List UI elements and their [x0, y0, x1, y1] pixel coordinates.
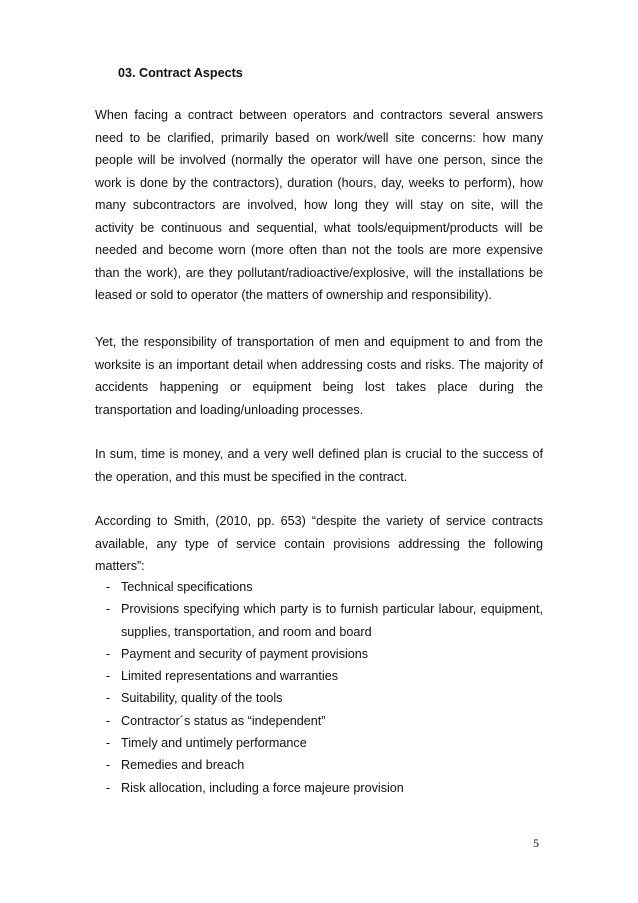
- list-item-text: Contractor´s status as “independent”: [121, 713, 326, 728]
- list-item-text: Technical specifications: [121, 580, 253, 594]
- bullet-marker: -: [105, 691, 111, 706]
- bullet-marker: -: [105, 736, 111, 751]
- bullet-marker: -: [105, 758, 111, 773]
- bullet-marker: -: [105, 646, 111, 661]
- list-item: [95, 754, 543, 776]
- list-item-text: Remedies and breach: [121, 758, 245, 773]
- list-item-text: Payment and security of payment provisions: [121, 646, 369, 661]
- list-item-text: Limited representations and warranties: [121, 669, 339, 684]
- bullet-marker: -: [105, 713, 111, 728]
- paragraph-time-is-money: In sum, time is money, and a very well defined plan is crucial to the success of the operation, and this must be specified in the contract.: [95, 447, 543, 484]
- section-heading: 03. Contract Aspects: [118, 66, 243, 80]
- list-item-text: Risk allocation, including a force majeure provision: [121, 780, 404, 795]
- paragraph-transportation: Yet, the responsibility of transportation of men and equipment to and from the worksite is an important detail when addressing costs and risks. The majority of accidents happening or equipment being lost takes place during the transportation and loading/unloading processes.: [95, 335, 543, 417]
- provisions-list: [95, 576, 543, 799]
- page-number: 5: [533, 836, 539, 850]
- paragraph-contract-questions: When facing a contract between operators and contractors several answers need to be clarified, primarily based on work/well site concerns: how many people will be involved (normally the operator will have one person, since the work is done by the contractors), duration (hours, day, weeks to perform), how many subcontractors are involved, how long they will stay on site, will the activity be continuous and sequential, what tools/equipment/products will be needed and become worn (more often than not the tools are more expensive than the work), are they pollutant/radioactive/explosive, will the installations be leased or sold to operator (the matters of ownership and responsibility).: [95, 108, 543, 302]
- list-item: [95, 732, 543, 754]
- list-item: [95, 777, 543, 799]
- list-item: [95, 643, 543, 665]
- list-item: [95, 710, 543, 732]
- list-item: [95, 598, 543, 643]
- list-item: [95, 665, 543, 687]
- bullet-marker: -: [105, 580, 111, 594]
- bullet-marker: -: [105, 780, 111, 795]
- list-item: [95, 576, 543, 598]
- list-item-text: Suitability, quality of the tools: [121, 691, 283, 706]
- bullet-marker: -: [105, 602, 111, 617]
- bullet-marker: -: [105, 669, 111, 684]
- list-item: [95, 687, 543, 709]
- list-item-text: Timely and untimely performance: [121, 736, 307, 751]
- paragraph-smith-quote: According to Smith, (2010, pp. 653) “despite the variety of service contracts available, any type of service contain provisions addressing the following matters”:: [95, 514, 543, 573]
- list-item-text: Provisions specifying which party is to furnish particular labour, equipment, supplies, transportation, and room and board: [121, 602, 543, 639]
